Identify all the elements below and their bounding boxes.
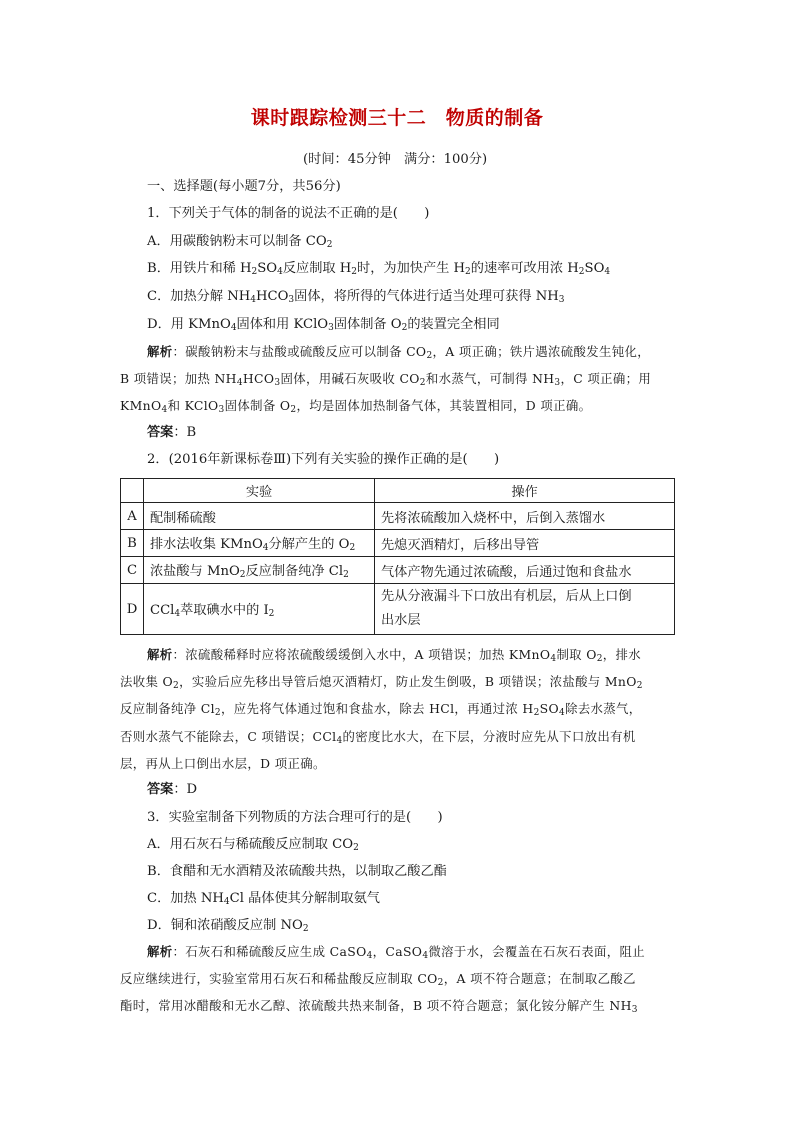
q1-explanation-line-2: B 项错误；加热 $NH_4HCO_3$固体，用碱石灰吸收 $CO_2$和水蒸气，可制得 $NH_3$，C 项正确；用 [120, 371, 652, 388]
table-row [121, 503, 675, 530]
q1-explanation-line-3: KMnO$_4$和 KClO$_3$固体制备 $O_2$，均是固体加热制备气体，其装置相同，D 项正确。 [120, 398, 592, 415]
q3-explanation-line-1: 解析：石灰石和稀硫酸反应生成 CaSO$_4$，CaSO$_4$微溶于水，会覆盖在石灰石表面，阻止 [147, 944, 645, 961]
row-operation: 先将浓硫酸加入烧杯中，后倒入蒸馏水 [375, 503, 675, 530]
header-operation: 操作 [375, 479, 675, 503]
table-row [121, 584, 675, 635]
table-row [121, 530, 675, 557]
table-header-row [121, 479, 675, 503]
header-experiment: 实验 [144, 479, 375, 503]
q2-table [120, 478, 675, 635]
q1-option-d: D．用 KMnO$_4$固体和用 KClO$_3$固体制备 $O_2$的装置完全相同 [147, 317, 500, 333]
q2-answer: 答案：D [147, 782, 198, 797]
exam-info: (时间：45分钟 满分：100分) [303, 152, 488, 167]
q3-option-c: C．加热 $NH_4Cl$ 晶体使其分解制取氨气 [147, 891, 380, 907]
q2-explanation-line-3: 反应制备纯净 $Cl_2$，应先将气体通过饱和食盐水，除去 HCl，再通过浓 $H_2SO_4$除去水蒸气， [120, 701, 642, 718]
table-row [121, 557, 675, 584]
q1-option-c: C．加热分解 $NH_4HCO_3$固体，将所得的气体进行适当处理可获得 $NH_3$ [147, 289, 565, 305]
row-id: C [121, 557, 144, 584]
q2-explanation-line-5: 层，再从上口倒出水层，D 项正确。 [120, 756, 326, 771]
q3-stem: 3．实验室制备下列物质的方法合理可行的是( ) [147, 810, 443, 825]
row-operation: 气体产物先通过浓硫酸，后通过饱和食盐水 [375, 557, 675, 584]
row-id: B [121, 530, 144, 557]
q1-explanation-line-1: 解析：碳酸钠粉末与盐酸或硫酸反应可以制备 $CO_2$，A 项正确；铁片遇浓硫酸发生钝化， [147, 344, 650, 361]
q3-option-d: D．铜和浓硝酸反应制 $NO_2$ [147, 918, 309, 934]
q2-explanation-line-2: 法收集 $O_2$，实验后应先移出导管后熄灭酒精灯，防止发生倒吸，B 项错误；浓盐酸与 MnO$_2$ [120, 674, 643, 691]
answer-label: 答案 [147, 425, 174, 440]
q1-answer: 答案：B [147, 425, 197, 440]
q3-explanation-line-3: 酯时，常用冰醋酸和无水乙醇、浓硫酸共热来制备，B 项不符合题意；氯化铵分解产生 $NH_3$ [120, 998, 638, 1015]
row-experiment: 排水法收集 KMnO$_4$分解产生的 $O_2$ [144, 530, 375, 557]
q2-stem: 2．(2016年新课标卷Ⅲ)下列有关实验的操作正确的是( ) [147, 452, 500, 467]
q3-option-b: B．食醋和无水酒精及浓硫酸共热，以制取乙酸乙酯 [147, 864, 447, 879]
explanation-label: 解析 [147, 344, 173, 359]
q2-explanation-line-1: 解析：浓硫酸稀释时应将浓硫酸缓缓倒入水中，A 项错误；加热 KMnO$_4$制取 $O_2$，排水 [147, 647, 642, 664]
row-experiment: CCl$_4$萃取碘水中的 $I_2$ [144, 584, 375, 635]
section-heading: 一、选择题(每小题7分，共56分) [147, 179, 341, 194]
row-experiment: 浓盐酸与 MnO$_2$反应制备纯净 $Cl_2$ [144, 557, 375, 584]
row-experiment: 配制稀硫酸 [144, 503, 375, 530]
row-operation: 先从分液漏斗下口放出有机层，后从上口倒 出水层 [375, 584, 675, 635]
page-title: 课时跟踪检测三十二 物质的制备 [250, 107, 544, 129]
q1-option-a: A．用碳酸钠粉末可以制备 $CO_2$ [147, 234, 333, 250]
q1-stem: 1．下列关于气体的制备的说法不正确的是( ) [147, 206, 430, 221]
explanation-label: 解析 [147, 944, 173, 959]
explanation-label: 解析 [147, 647, 173, 662]
row-id: D [121, 584, 144, 635]
q1-option-b: B．用铁片和稀 $H_2SO_4$反应制取 $H_2$时，为加快产生 $H_2$的速率可改用浓 $H_2SO_4$ [147, 261, 611, 277]
answer-label: 答案 [147, 782, 174, 797]
row-operation: 先熄灭酒精灯，后移出导管 [375, 530, 675, 557]
q3-option-a: A．用石灰石与稀硫酸反应制取 $CO_2$ [147, 837, 359, 853]
row-id: A [121, 503, 144, 530]
q3-explanation-line-2: 反应继续进行，实验室常用石灰石和稀盐酸反应制取 $CO_2$，A 项不符合题意；在制取乙酸乙 [120, 971, 636, 988]
q2-explanation-line-4: 否则水蒸气不能除去，C 项错误；CCl$_4$的密度比水大，在下层，分液时应先从下口放出有机 [120, 729, 636, 746]
